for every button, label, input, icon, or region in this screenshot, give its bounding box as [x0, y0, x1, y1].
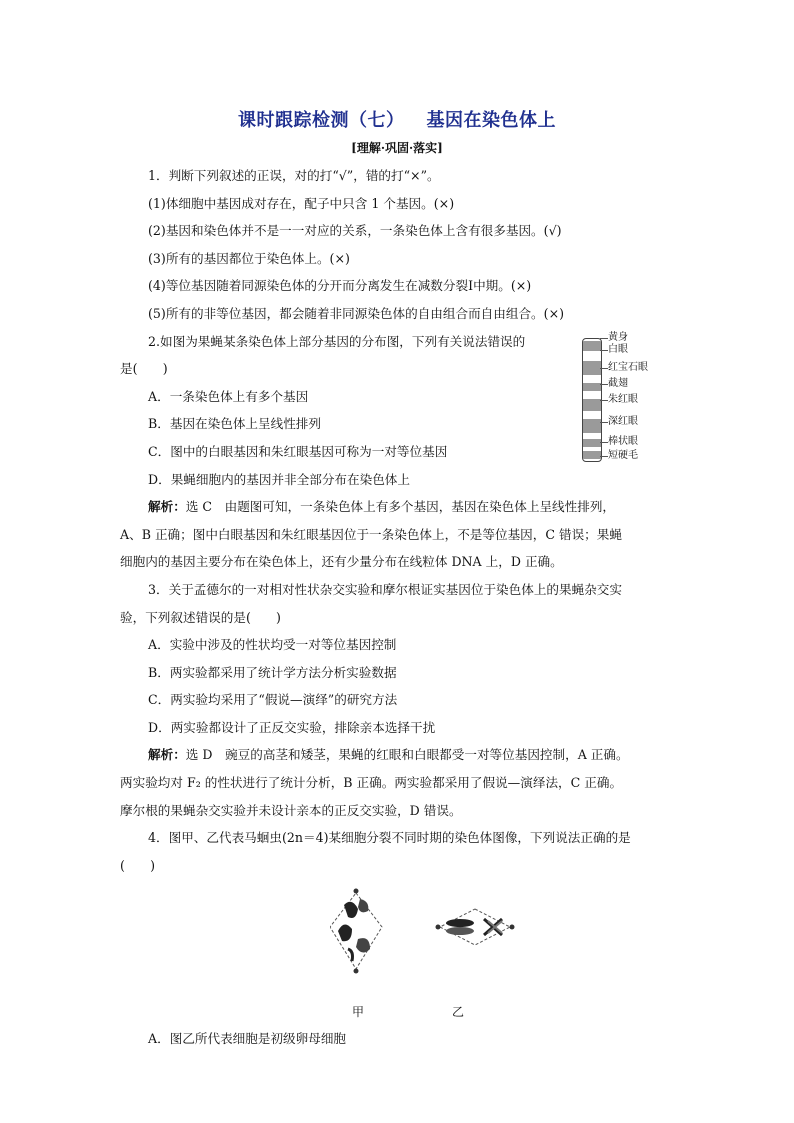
- gene-tick: [600, 422, 608, 423]
- q3-stem: 3．关于孟德尔的一对相对性状杂交实验和摩尔根证实基因位于染色体上的果蝇杂交实: [148, 581, 622, 597]
- chromosome-band: [583, 439, 601, 447]
- cell-figure-svg: [330, 883, 630, 999]
- chromosome-band: [583, 361, 601, 375]
- gene-tick: [600, 368, 608, 369]
- title-left: 课时跟踪检测（七）: [238, 110, 405, 131]
- gene-tick: [600, 384, 608, 385]
- gene-tick: [600, 456, 608, 457]
- q3-stem-cont: 验，下列叙述错误的是( ): [120, 609, 281, 625]
- q2-stem: 2.如图为果蝇某条染色体上部分基因的分布图，下列有关说法错误的: [148, 333, 526, 349]
- cell-jia: [330, 889, 382, 974]
- question-content: [120, 162, 680, 1053]
- q3-analysis-line: 两实验均对 F₂ 的性状进行了统计分析，B 正确。两实验都采用了假说—演绎法，C 正确。: [120, 775, 623, 791]
- q1-item: (4)等位基因随着同源染色体的分开而分离发生在减数分裂Ⅰ中期。(×): [148, 278, 532, 294]
- gene-tick: [600, 400, 608, 401]
- chromosome-band: [583, 419, 601, 433]
- q2-analysis-line: 细胞内的基因主要分布在染色体上，还有少量分布在线粒体 DNA 上，D 正确。: [120, 554, 563, 570]
- chromosome-band: [583, 451, 601, 459]
- q4-stem-cont: ( ): [120, 857, 156, 873]
- q1-item: (3)所有的基因都位于染色体上。(×): [148, 250, 350, 266]
- q3-option-c: C．两实验均采用了“假说—演绎”的研究方法: [148, 692, 398, 708]
- gene-label: 朱红眼: [608, 393, 638, 405]
- analysis-text: 选 D 豌豆的高茎和矮茎，果蝇的红眼和白眼都受一对等位基因控制，A 正确。: [185, 747, 629, 763]
- q2-stem-cont: 是( ): [120, 361, 168, 377]
- gene-tick: [600, 442, 608, 443]
- cell-yi: [436, 909, 515, 945]
- analysis-label: 解析：: [148, 747, 186, 763]
- page-title: [0, 106, 794, 132]
- gene-tick: [600, 350, 608, 351]
- q1-stem: 1．判断下列叙述的正误，对的打“√”，错的打“×”。: [148, 168, 440, 183]
- q3-analysis-line: 摩尔根的果蝇杂交实验并未设计亲本的正反交实验，D 错误。: [120, 802, 462, 818]
- q3-option-b: B．两实验都采用了统计学方法分析实验数据: [148, 664, 397, 680]
- analysis-label: 解析：: [148, 499, 186, 515]
- title-right: 基因在染色体上: [426, 110, 556, 131]
- q2-option-a: A．一条染色体上有多个基因: [148, 388, 309, 404]
- q4-stem: 4．图甲、乙代表马蛔虫(2n＝4)某细胞分裂不同时期的染色体图像，下列说法正确的是: [148, 830, 631, 846]
- gene-tick: [600, 338, 608, 339]
- q1-item: (2)基因和染色体并不是一一对应的关系，一条染色体上含有很多基因。(√): [148, 223, 562, 239]
- gene-label: 红宝石眼: [608, 361, 648, 373]
- gene-label: 截翅: [608, 377, 628, 389]
- chromosome-band: [583, 341, 601, 351]
- q3-option-d: D．两实验都设计了正反交实验，排除亲本选择干扰: [148, 719, 436, 735]
- gene-label: 深红眼: [608, 415, 638, 427]
- q1-item: (1)体细胞中基因成对存在，配子中只含 1 个基因。(×): [148, 195, 455, 211]
- q2-option-c: C．图中的白眼基因和朱红眼基因可称为一对等位基因: [148, 443, 448, 459]
- q2-option-d: D．果蝇细胞内的基因并非全部分布在染色体上: [148, 471, 410, 487]
- figure-label-yi: 乙: [452, 1005, 465, 1020]
- q2-analysis: [120, 493, 680, 521]
- q3-option-a: A．实验中涉及的性状均受一对等位基因控制: [148, 637, 397, 653]
- chromosome-band: [583, 399, 601, 411]
- analysis-text: 选 C 由题图可知，一条染色体上有多个基因，基因在染色体上呈线性排列，: [185, 499, 616, 515]
- gene-label: 黄身: [608, 331, 628, 343]
- chromosome-bar: [582, 338, 602, 462]
- cell-division-figure: [120, 879, 680, 1025]
- gene-label: 短硬毛: [608, 449, 638, 461]
- gene-label: 白眼: [608, 343, 628, 355]
- q2-option-b: B．基因在染色体上呈线性排列: [148, 416, 321, 432]
- q1-item: (5)所有的非等位基因，都会随着非同源染色体的自由组合而自由组合。(×): [148, 305, 565, 321]
- q4-option-a: A．图乙所代表细胞是初级卵母细胞: [148, 1031, 347, 1047]
- q2-block: [120, 328, 680, 494]
- figure-label-jia: 甲: [352, 1005, 365, 1020]
- chromosome-band: [583, 383, 601, 391]
- q3-analysis: [120, 741, 680, 769]
- section-subtitle: [理解·巩固·落实]: [351, 141, 443, 155]
- q2-analysis-line: A、B 正确；图中白眼基因和朱红眼基因位于一条染色体上，不是等位基因，C 错误；果蝇: [120, 526, 622, 542]
- gene-label: 棒状眼: [608, 435, 638, 447]
- chromosome-gene-map: [578, 332, 688, 472]
